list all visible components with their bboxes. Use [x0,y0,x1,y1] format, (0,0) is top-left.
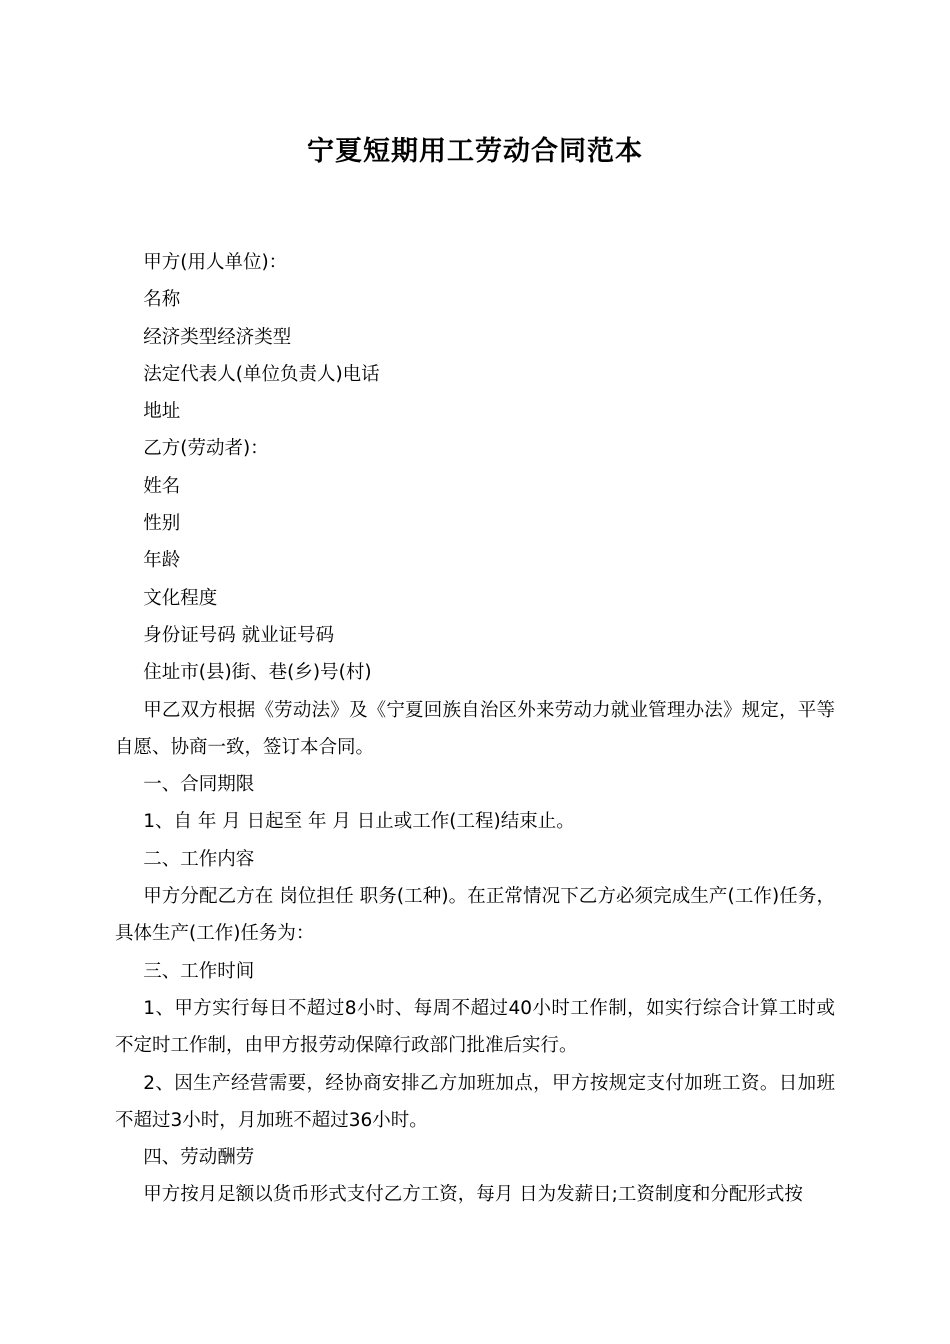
party-b-age-field: 年龄 [143,550,181,572]
section-heading-term: 一、合同期限 [143,774,255,796]
clause-work-content: 甲方分配乙方在 岗位担任 职务(工种)。在正常情况下乙方必须完成生产(工作)任务，具体生产(工作)任务为： [115,886,835,945]
party-b-name-field: 姓名 [143,475,181,497]
party-a-representative-field: 法定代表人(单位负责人)电话 [143,363,380,385]
party-b-heading: 乙方(劳动者)： [143,438,269,460]
party-a-heading: 甲方(用人单位)： [143,252,288,273]
party-b-gender-field: 性别 [143,513,181,535]
document-title: 宁夏短期用工劳动合同范本 [307,136,643,167]
party-a-address-field: 地址 [143,401,181,423]
party-b-id-field: 身份证号码 就业证号码 [143,624,335,646]
party-a-economic-type-field: 经济类型经济类型 [143,326,292,348]
party-b-education-field: 文化程度 [143,587,218,609]
section-heading-work-content: 二、工作内容 [143,848,255,870]
clause-work-hours-2: 2、因生产经营需要，经协商安排乙方加班加点，甲方按规定支付加班工资。日加班不超过3小时，月加班不超过36小时。 [115,1072,835,1131]
clause-remuneration: 甲方按月足额以货币形式支付乙方工资，每月 日为发薪日;工资制度和分配形式按 [143,1184,803,1206]
clause-term-1: 1、自 年 月 日起至 年 月 日止或工作(工程)结束止。 [143,811,575,833]
clause-work-hours-1: 1、甲方实行每日不超过8小时、每周不超过40小时工作制，如实行综合计算工时或不定时工作制，由甲方报劳动保障行政部门批准后实行。 [115,997,835,1057]
section-heading-work-hours: 三、工作时间 [143,960,255,982]
document-body [115,244,835,1214]
party-a-name-field: 名称 [143,289,181,311]
section-heading-remuneration: 四、劳动酬劳 [143,1147,255,1169]
preamble-paragraph: 甲乙双方根据《劳动法》及《宁夏回族自治区外来劳动力就业管理办法》规定，平等自愿、协商一致，签订本合同。 [115,699,835,758]
party-b-residence-field: 住址市(县)街、巷(乡)号(村) [143,662,372,684]
